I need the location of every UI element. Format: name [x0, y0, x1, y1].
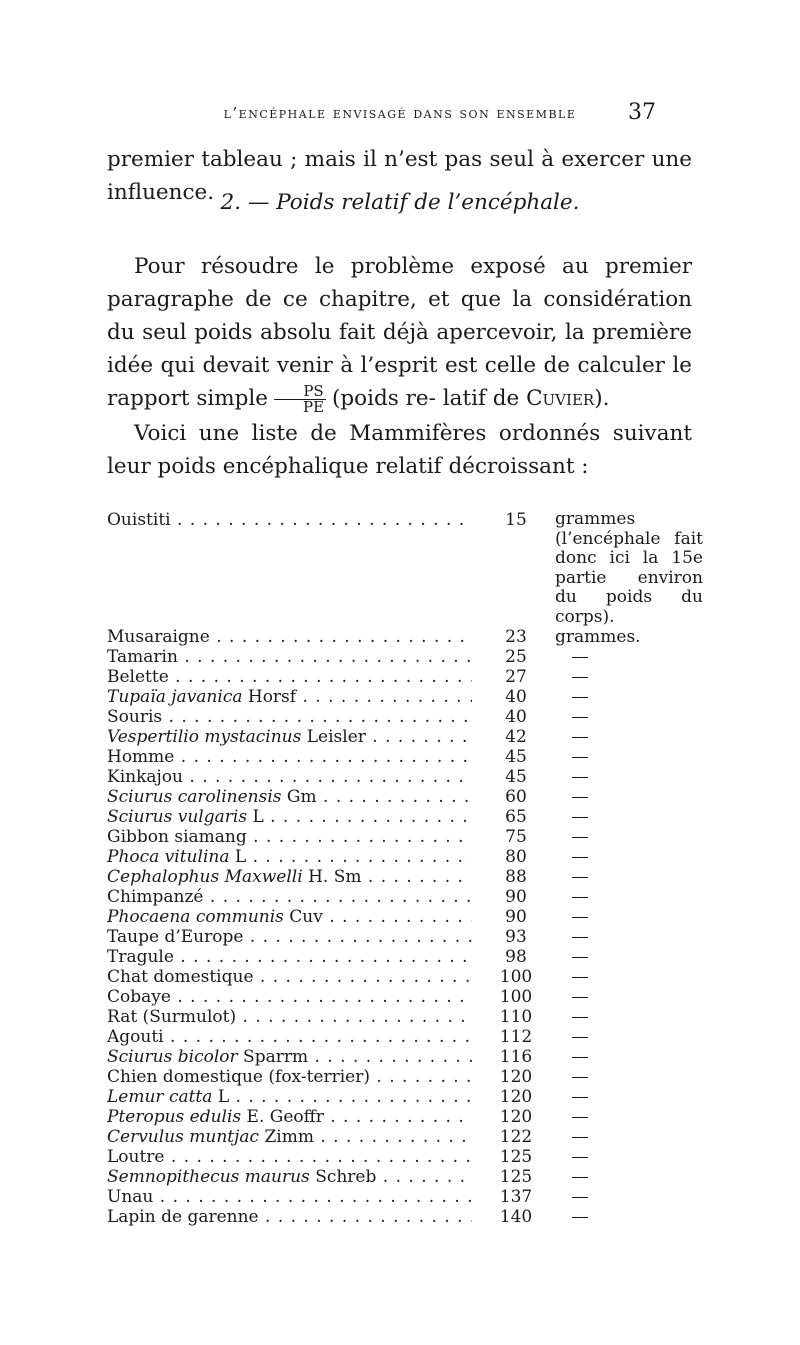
species-name	[107, 1067, 472, 1087]
species-label: Vespertilio mystacinus	[107, 727, 302, 747]
ditto-dash	[572, 697, 588, 698]
list-item	[107, 967, 707, 987]
list-item	[107, 1167, 707, 1187]
species-name	[107, 827, 472, 847]
species-value: 120	[499, 1107, 533, 1127]
species-author: Schreb	[315, 1167, 377, 1187]
species-author: L	[217, 1087, 230, 1107]
fraction	[274, 381, 326, 416]
species-name	[107, 987, 472, 1007]
species-label: Sciurus carolinensis	[107, 787, 282, 807]
list-item	[107, 1087, 707, 1107]
species-name	[107, 1047, 472, 1067]
species-value: 100	[499, 987, 533, 1007]
paragraph-1-part3: latif de	[442, 386, 520, 411]
species-label: Phoca vitulina	[107, 847, 230, 867]
species-value: 45	[505, 747, 527, 767]
species-value: 42	[505, 727, 527, 747]
list-item	[107, 827, 707, 847]
species-label: Cervulus muntjac	[107, 1127, 260, 1147]
species-value: 125	[499, 1167, 533, 1187]
species-value: 137	[499, 1187, 533, 1207]
ditto-dash	[572, 777, 588, 778]
species-label: Musaraigne	[107, 627, 210, 647]
species-author: Leisler	[306, 727, 366, 747]
species-name	[107, 767, 472, 787]
species-name	[107, 707, 472, 727]
ditto-dash	[572, 1117, 588, 1118]
species-value: 45	[505, 767, 527, 787]
species-value: 80	[505, 847, 527, 867]
species-label: Taupe d’Europe	[107, 927, 244, 947]
paragraph-1	[107, 250, 692, 415]
species-name: Ouistiti . . .	[107, 510, 472, 530]
species-label: Gibbon siamang	[107, 827, 247, 847]
species-label: Tragule	[107, 947, 174, 967]
species-name	[107, 787, 472, 807]
list-item	[107, 1207, 707, 1227]
paragraph-1-part2: (poids re-	[332, 386, 436, 411]
list-item	[107, 987, 707, 1007]
unit-label: grammes.	[555, 627, 641, 647]
ditto-dash	[572, 1017, 588, 1018]
list-item	[107, 887, 707, 907]
ditto-dash	[572, 957, 588, 958]
species-label: Sciurus bicolor	[107, 1047, 238, 1067]
species-name	[107, 1087, 472, 1107]
species-name	[107, 927, 472, 947]
species-name	[107, 807, 472, 827]
species-value: 122	[499, 1127, 533, 1147]
ditto-dash	[572, 1097, 588, 1098]
species-weight-list	[107, 510, 707, 1227]
list-item	[107, 627, 707, 647]
list-item	[107, 747, 707, 767]
species-label: Phocaena communis	[107, 907, 284, 927]
species-name	[107, 867, 472, 887]
species-name	[107, 647, 472, 667]
species-label: Tupaïa javanica	[107, 687, 243, 707]
paragraph-1-part4: ).	[594, 386, 610, 411]
species-value: 90	[505, 907, 527, 927]
species-value: 23	[505, 627, 527, 647]
species-value: 25	[505, 647, 527, 667]
paragraph-1-part1: Pour résoudre le problème exposé au premier paragraphe de ce chapitre, et que la considération du seul poids absolu fait déjà apercevoir, la première idée qui devait venir à l’esprit est celle de calculer le rapport simple	[107, 254, 692, 411]
species-label: Homme	[107, 747, 175, 767]
species-label: Cephalophus Maxwelli	[107, 867, 303, 887]
species-author: Horsf	[247, 687, 297, 707]
species-author: L	[234, 847, 247, 867]
list-item	[107, 1027, 707, 1047]
species-label: Cobaye	[107, 987, 171, 1007]
species-name	[107, 907, 472, 927]
list-item	[107, 1047, 707, 1067]
species-label: Chat domestique	[107, 967, 254, 987]
list-item	[107, 947, 707, 967]
species-author: Zimm	[264, 1127, 314, 1147]
species-name	[107, 887, 472, 907]
species-name	[107, 747, 472, 767]
species-value: 75	[505, 827, 527, 847]
species-value: 60	[505, 787, 527, 807]
species-value: 112	[499, 1027, 533, 1047]
species-name	[107, 727, 472, 747]
species-value: 15	[505, 510, 527, 530]
intro-line: premier tableau ; mais il n’est pas seul à exercer une influence.	[107, 147, 692, 205]
species-label: Belette	[107, 667, 169, 687]
species-author: Cuv	[289, 907, 323, 927]
ditto-dash	[572, 1217, 588, 1218]
list-item	[107, 1067, 707, 1087]
ditto-dash	[572, 1197, 588, 1198]
species-label: Rat (Surmulot)	[107, 1007, 237, 1027]
species-author: E. Geoffr	[246, 1107, 324, 1127]
list-item	[107, 707, 707, 727]
species-label: Agouti	[107, 1027, 164, 1047]
species-value: 40	[505, 687, 527, 707]
list-item	[107, 667, 707, 687]
species-label: Chien domestique (fox-terrier)	[107, 1067, 370, 1087]
species-value: 140	[499, 1207, 533, 1227]
list-item	[107, 1107, 707, 1127]
ditto-dash	[572, 677, 588, 678]
species-author: Gm	[286, 787, 317, 807]
species-value: 93	[505, 927, 527, 947]
fraction-denominator: PE	[302, 397, 325, 416]
species-label: Tamarin	[107, 647, 178, 667]
ditto-dash	[572, 977, 588, 978]
species-value: 98	[505, 947, 527, 967]
species-name	[107, 1107, 472, 1127]
species-label: Lapin de garenne	[107, 1207, 259, 1227]
species-value: 40	[505, 707, 527, 727]
ditto-dash	[572, 1077, 588, 1078]
species-name	[107, 1207, 472, 1227]
ditto-dash	[572, 897, 588, 898]
ditto-dash	[572, 937, 588, 938]
page-number: 37	[628, 100, 656, 125]
ditto-dash	[572, 737, 588, 738]
species-name	[107, 847, 472, 867]
species-value: 27	[505, 667, 527, 687]
species-value: 120	[499, 1087, 533, 1107]
species-value: 120	[499, 1067, 533, 1087]
species-label: Lemur catta	[107, 1087, 213, 1107]
species-name	[107, 967, 472, 987]
species-label: Chimpanzé	[107, 887, 204, 907]
species-value: 88	[505, 867, 527, 887]
ditto-dash	[572, 1137, 588, 1138]
ditto-dash	[572, 1177, 588, 1178]
species-label: Unau	[107, 1187, 154, 1207]
list-item	[107, 767, 707, 787]
ditto-dash	[572, 717, 588, 718]
ditto-dash	[572, 1157, 588, 1158]
fraction-numerator: PS	[274, 384, 326, 400]
list-item	[107, 907, 707, 927]
species-label: Souris	[107, 707, 163, 727]
paragraph-2-text: Voici une liste de Mammifères ordonnés suivant leur poids encéphalique relatif décroissant :	[107, 421, 692, 479]
species-author: Sparrm	[243, 1047, 309, 1067]
species-author: H. Sm	[308, 867, 362, 887]
species-name	[107, 1027, 472, 1047]
running-title: l’encéphale envisagé dans son ensemble	[223, 104, 577, 122]
species-value: 100	[499, 967, 533, 987]
ditto-dash	[572, 1037, 588, 1038]
species-label: Semnopithecus maurus	[107, 1167, 310, 1187]
species-author: L	[252, 807, 264, 827]
list-item	[107, 1007, 707, 1027]
running-header	[0, 100, 800, 130]
ditto-dash	[572, 837, 588, 838]
ditto-dash	[572, 657, 588, 658]
ditto-dash	[572, 917, 588, 918]
list-item	[107, 510, 707, 627]
species-name	[107, 1127, 472, 1147]
unit-note: grammes (l’encéphale fait donc ici la 15e partie environ du poids du corps).	[555, 509, 703, 627]
list-item	[107, 1147, 707, 1167]
section-title: 2. — Poids relatif de l’encéphale.	[220, 190, 580, 215]
species-label: Kinkajou	[107, 767, 183, 787]
species-name	[107, 1147, 472, 1167]
species-value: 90	[505, 887, 527, 907]
list-item	[107, 927, 707, 947]
paragraph-2	[107, 417, 692, 483]
ditto-dash	[572, 797, 588, 798]
ditto-dash	[572, 877, 588, 878]
species-name	[107, 687, 472, 707]
paragraph-1-text	[107, 250, 692, 415]
species-name	[107, 1187, 472, 1207]
list-item	[107, 1187, 707, 1207]
species-name	[107, 667, 472, 687]
ditto-dash	[572, 1057, 588, 1058]
list-item	[107, 647, 707, 667]
list-item	[107, 727, 707, 747]
list-item	[107, 1127, 707, 1147]
ditto-dash	[572, 997, 588, 998]
author-cuvier: Cuvier	[526, 386, 595, 411]
list-item	[107, 787, 707, 807]
species-label: Pteropus edulis	[107, 1107, 242, 1127]
ditto-dash	[572, 857, 588, 858]
list-item	[107, 847, 707, 867]
list-item	[107, 867, 707, 887]
species-name	[107, 1007, 472, 1027]
ditto-dash	[572, 757, 588, 758]
ditto-dash	[572, 817, 588, 818]
species-value: 125	[499, 1147, 533, 1167]
species-name	[107, 1167, 472, 1187]
list-item	[107, 807, 707, 827]
species-name	[107, 947, 472, 967]
species-label: Loutre	[107, 1147, 165, 1167]
list-item	[107, 687, 707, 707]
species-label: Sciurus vulgaris	[107, 807, 248, 827]
species-value: 65	[505, 807, 527, 827]
species-value: 110	[499, 1007, 533, 1027]
species-value: 116	[499, 1047, 533, 1067]
species-name	[107, 627, 472, 647]
